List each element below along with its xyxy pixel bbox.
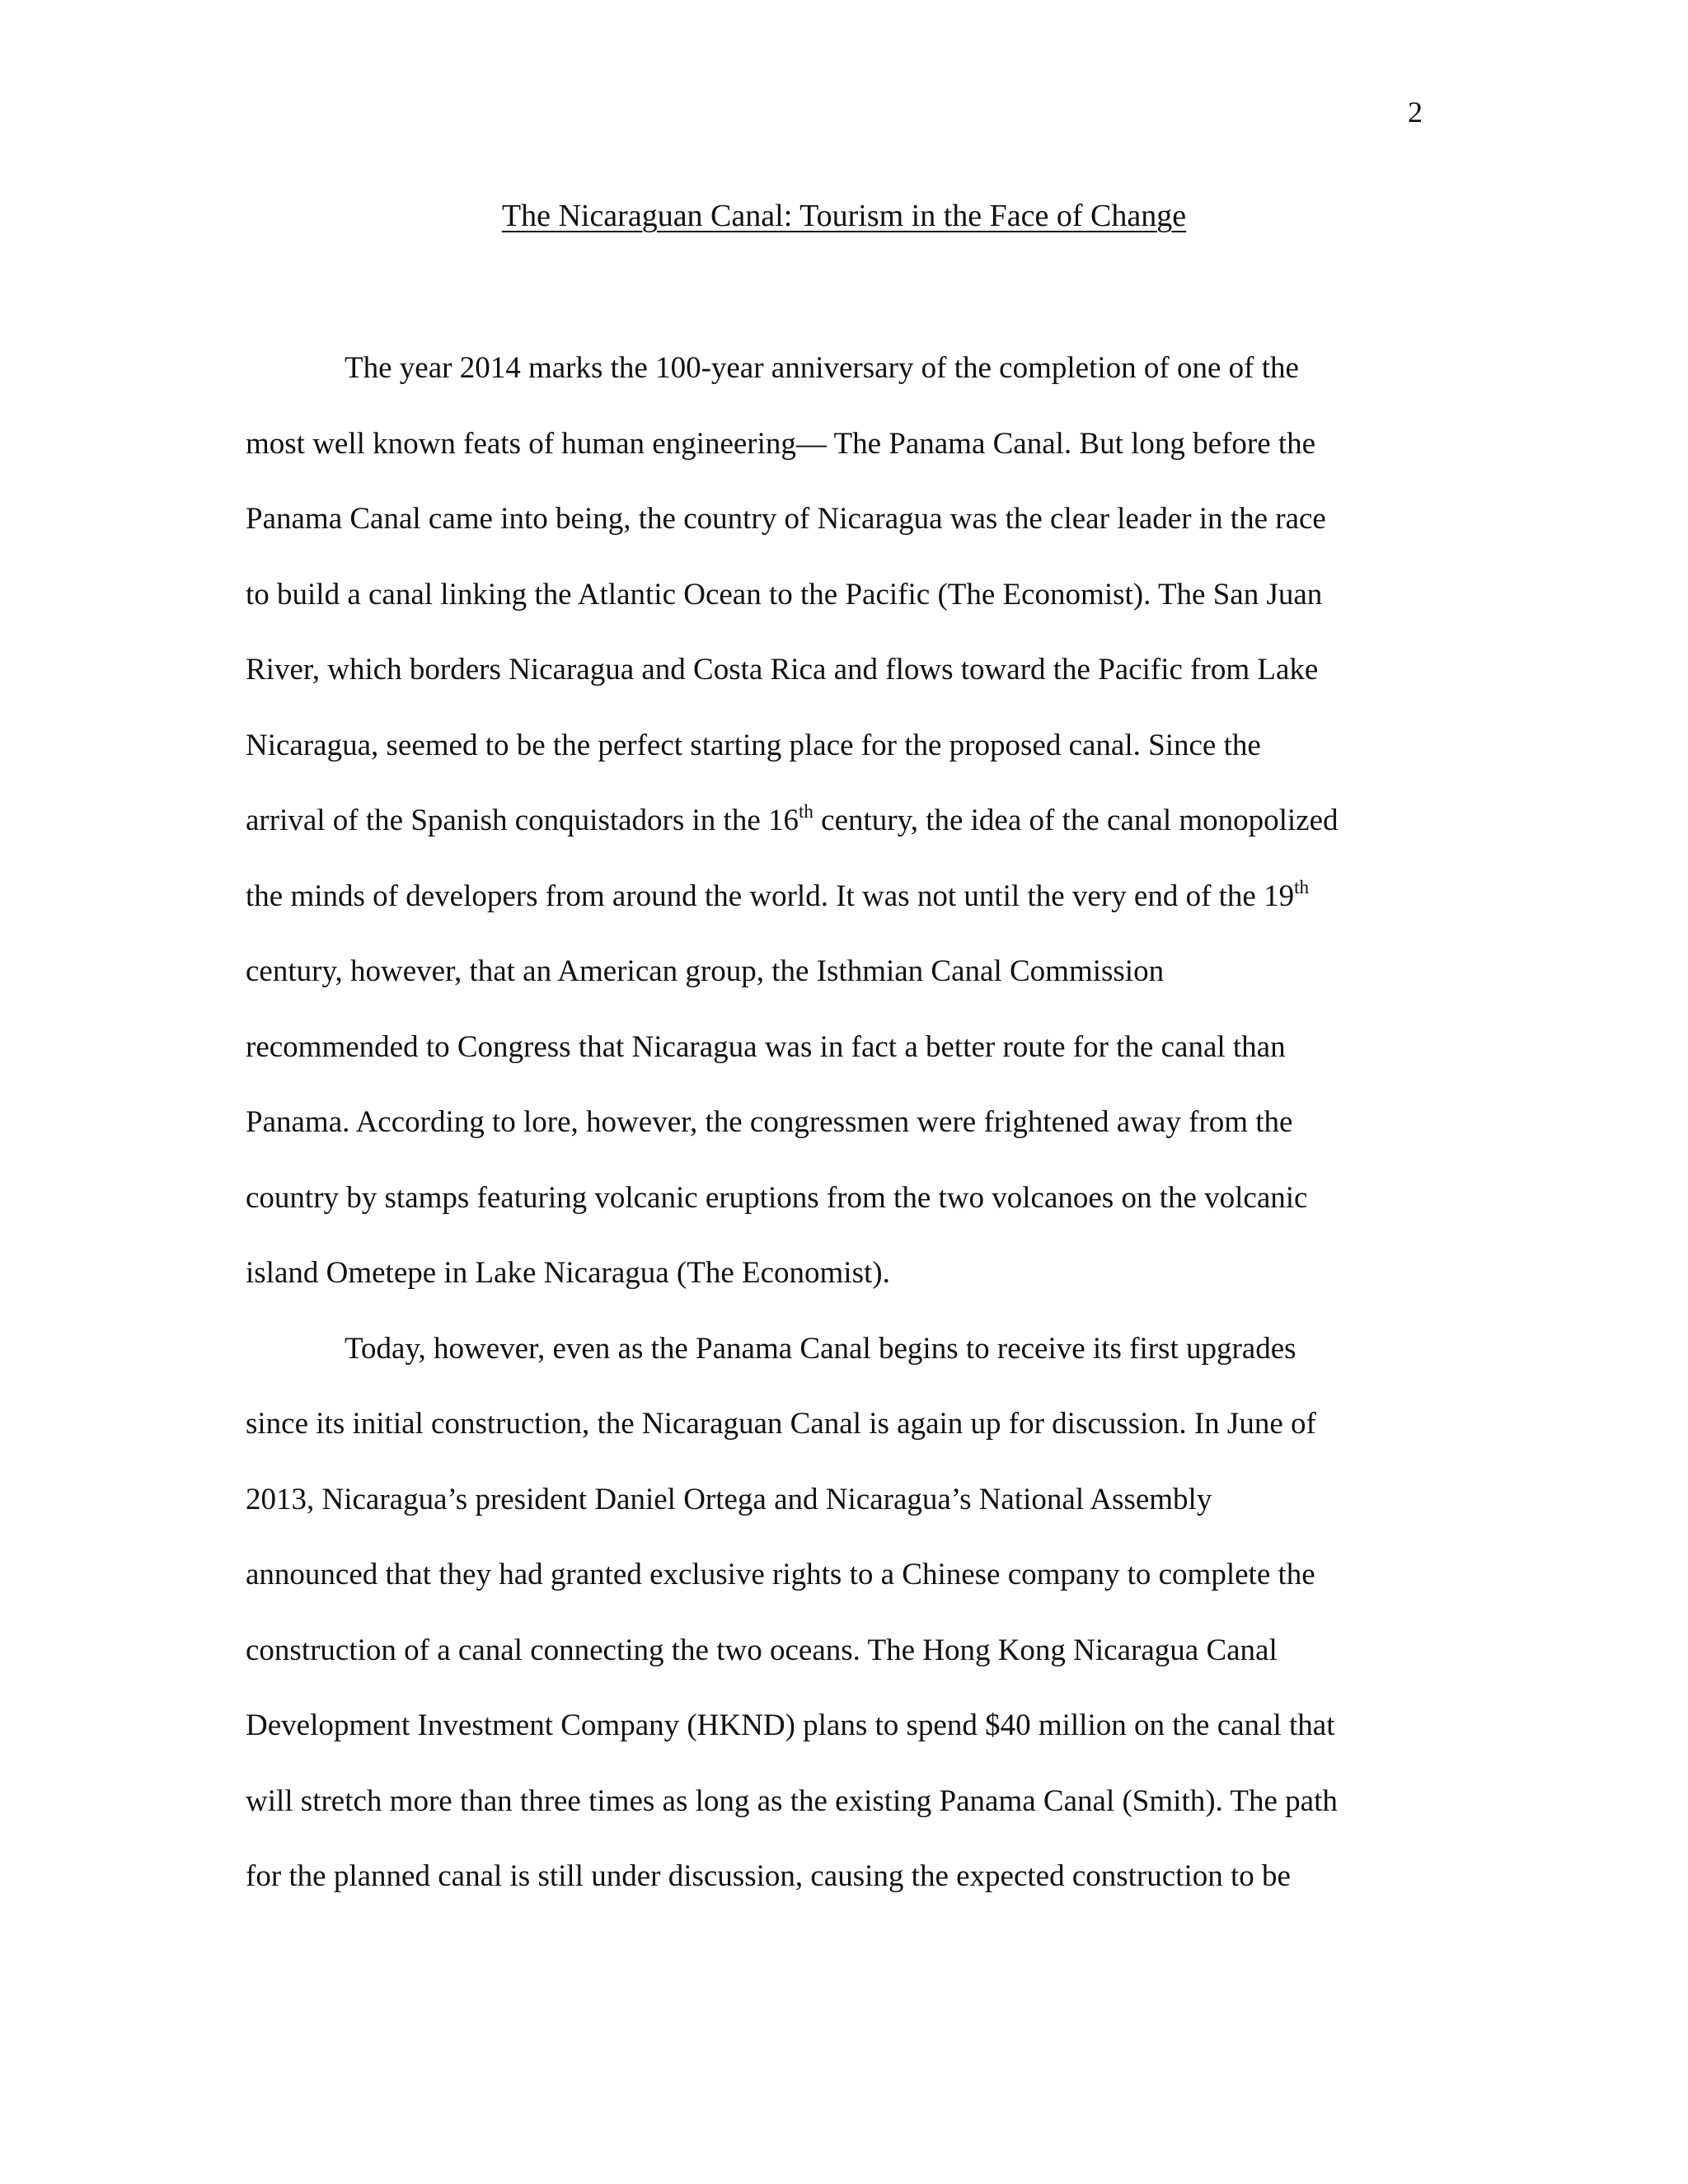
paragraph-line: most well known feats of human engineering— The Panama Canal. But long before the (246, 426, 1316, 461)
paragraph-line-text: century, the idea of the canal monopolized (813, 804, 1339, 837)
paragraph-line (246, 874, 1449, 950)
paragraph-line: Today, however, even as the Panama Canal begins to receive its first upgrades (345, 1331, 1296, 1366)
paragraph-line: Development Investment Company (HKND) plans to spend $40 million on the canal that (246, 1708, 1335, 1742)
ordinal-superscript: th (1294, 876, 1309, 898)
document-title-wrapper (0, 198, 1688, 236)
paragraph-line: 2013, Nicaragua’s president Daniel Ortega and Nicaragua’s National Assembly (246, 1482, 1212, 1516)
paragraph-line: The year 2014 marks the 100-year anniversary of the completion of one of the (345, 351, 1299, 385)
ordinal-superscript: th (799, 801, 814, 822)
paragraph-line-text: the minds of developers from around the world. It was not until the very end of the 19 (246, 879, 1295, 913)
document-body (246, 346, 1449, 1930)
page-number: 2 (1408, 96, 1423, 129)
paragraph-line: construction of a canal connecting the two oceans. The Hong Kong Nicaragua Canal (246, 1633, 1278, 1667)
paragraph-line (246, 799, 1449, 874)
paragraph-line: will stretch more than three times as long as the existing Panama Canal (Smith). The path (246, 1783, 1338, 1818)
paragraph-line: Nicaragua, seemed to be the perfect starting place for the proposed canal. Since the (246, 728, 1261, 762)
paragraph-line: River, which borders Nicaragua and Costa Rica and flows toward the Pacific from Lake (246, 653, 1319, 687)
paragraph-line: Panama. According to lore, however, the congressmen were frightened away from the (246, 1105, 1293, 1139)
paragraph-line: to build a canal linking the Atlantic Ocean to the Pacific (The Economist). The San Juan (246, 577, 1323, 612)
paragraph-line: recommended to Congress that Nicaragua was in fact a better route for the canal than (246, 1029, 1286, 1064)
paragraph-line: century, however, that an American group, the Isthmian Canal Commission (246, 954, 1165, 988)
paragraph-line-text: arrival of the Spanish conquistadors in the 16 (246, 804, 799, 837)
paragraph-line: announced that they had granted exclusive rights to a Chinese company to complete the (246, 1558, 1315, 1591)
paragraph-line: island Ometepe in Lake Nicaragua (The Economist). (246, 1256, 890, 1290)
document-title: The Nicaraguan Canal: Tourism in the Face of Change (501, 199, 1187, 233)
paragraph-line: since its initial construction, the Nicaraguan Canal is again up for discussion. In June of (246, 1407, 1316, 1441)
paragraph-line: for the planned canal is still under discussion, causing the expected construction to be (246, 1859, 1291, 1893)
paragraph-line: country by stamps featuring volcanic eruptions from the two volcanoes on the volcanic (246, 1180, 1308, 1215)
paragraph-line: Panama Canal came into being, the country of Nicaragua was the clear leader in the race (246, 502, 1326, 536)
